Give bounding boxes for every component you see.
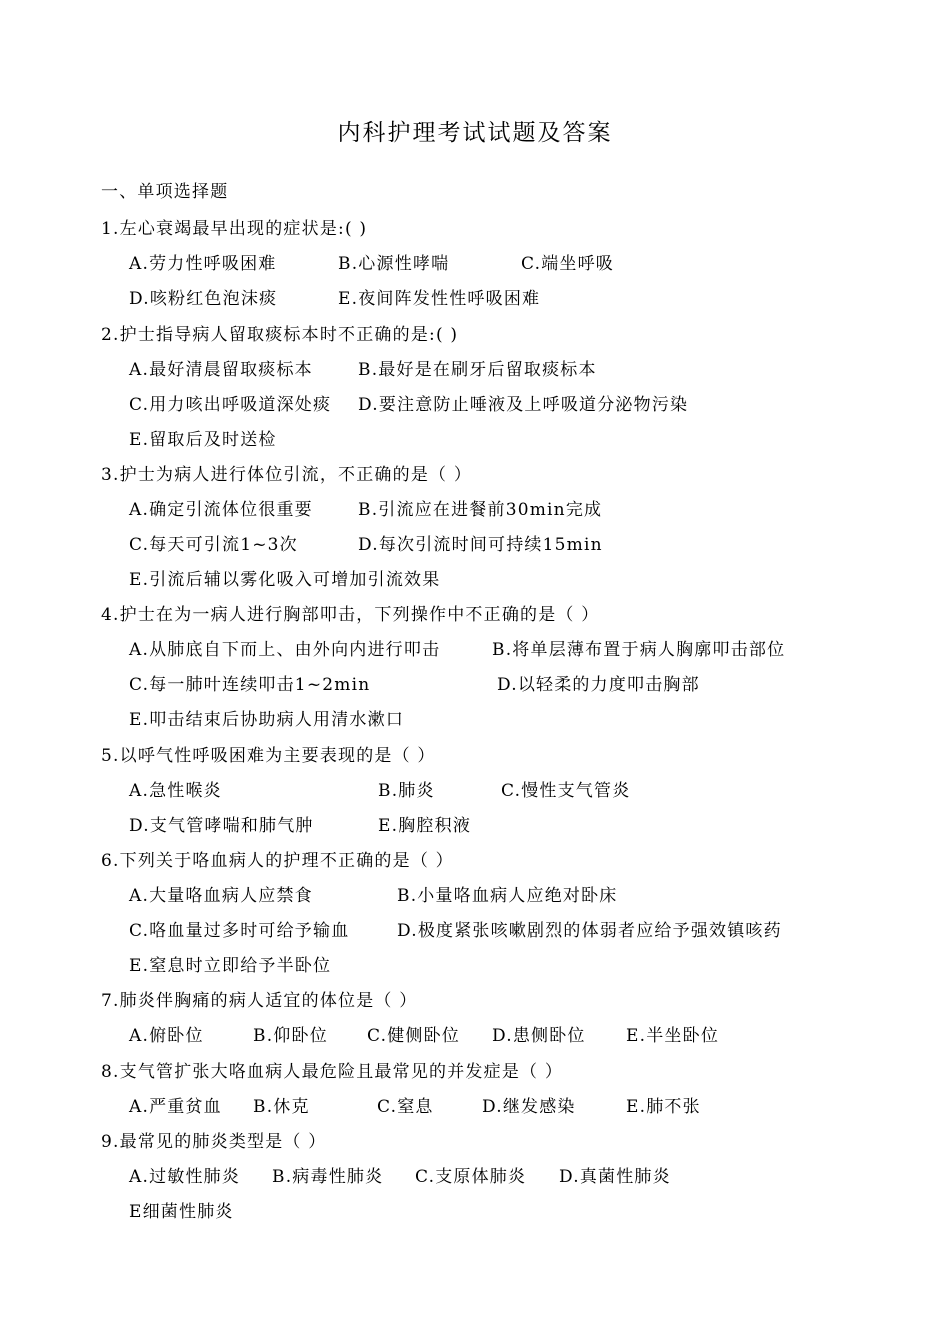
option: A.俯卧位 (129, 1026, 204, 1046)
option: D.支气管哮喘和肺气肿 (129, 816, 314, 836)
question-stem: 6.下列关于咯血病人的护理不正确的是（ ） (101, 851, 454, 871)
option: C.端坐呼吸 (521, 254, 615, 274)
option: E.留取后及时送检 (129, 430, 277, 450)
option: A.过敏性肺炎 (129, 1167, 241, 1187)
option: B.病毒性肺炎 (272, 1167, 384, 1187)
option: C.健侧卧位 (367, 1026, 461, 1046)
option: D.继发感染 (482, 1097, 576, 1117)
question-stem: 3.护士为病人进行体位引流，不正确的是（ ） (101, 465, 473, 485)
option: C.咯血量过多时可给予输血 (129, 921, 350, 941)
option: E.半坐卧位 (626, 1026, 720, 1046)
option: C.慢性支气管炎 (501, 781, 631, 801)
option: D.咳粉红色泡沫痰 (129, 289, 278, 309)
option: C.用力咳出呼吸道深处痰 (129, 395, 332, 415)
option: A.急性喉炎 (129, 781, 222, 801)
option: C.支原体肺炎 (415, 1167, 527, 1187)
option: E.胸腔积液 (378, 816, 472, 836)
section-heading: 一、单项选择题 (101, 182, 229, 202)
option: B.肺炎 (378, 781, 435, 801)
option: D.极度紧张咳嗽剧烈的体弱者应给予强效镇咳药 (397, 921, 782, 941)
option: A.确定引流体位很重要 (129, 500, 313, 520)
option: E.叩击结束后协助病人用清水漱口 (129, 710, 405, 730)
question-stem: 9.最常见的肺炎类型是（ ） (101, 1132, 327, 1152)
option: E细菌性肺炎 (129, 1202, 234, 1222)
option: A.从肺底自下而上、由外向内进行叩击 (129, 640, 441, 660)
option: B.休克 (253, 1097, 310, 1117)
question-stem: 8.支气管扩张大咯血病人最危险且最常见的并发症是（ ） (101, 1062, 564, 1082)
option: E.窒息时立即给予半卧位 (129, 956, 332, 976)
option: D.真菌性肺炎 (559, 1167, 671, 1187)
option: B.最好是在刷牙后留取痰标本 (358, 360, 597, 380)
option: B.仰卧位 (253, 1026, 328, 1046)
option: E.夜间阵发性性呼吸困难 (338, 289, 541, 309)
option: B.小量咯血病人应绝对卧床 (397, 886, 618, 906)
question-stem: 2.护士指导病人留取痰标本时不正确的是:( ) (101, 325, 459, 345)
option: A.劳力性呼吸困难 (129, 254, 277, 274)
question-stem: 7.肺炎伴胸痛的病人适宜的体位是（ ） (101, 991, 418, 1011)
option: D.要注意防止唾液及上呼吸道分泌物污染 (358, 395, 689, 415)
question-stem: 1.左心衰竭最早出现的症状是:( ) (101, 219, 368, 239)
option: D.患侧卧位 (492, 1026, 586, 1046)
option: C.每天可引流1~3次 (129, 535, 298, 555)
option: E.肺不张 (626, 1097, 701, 1117)
option: C.窒息 (377, 1097, 434, 1117)
option: B.引流应在进餐前30min完成 (358, 500, 603, 520)
page-title: 内科护理考试试题及答案 (337, 120, 613, 146)
option: B.将单层薄布置于病人胸廓叩击部位 (492, 640, 786, 660)
option: A.严重贫血 (129, 1097, 222, 1117)
option: A.大量咯血病人应禁食 (129, 886, 313, 906)
question-stem: 5.以呼气性呼吸困难为主要表现的是（ ） (101, 746, 436, 766)
question-stem: 4.护士在为一病人进行胸部叩击，下列操作中不正确的是（ ） (101, 605, 600, 625)
option: D.以轻柔的力度叩击胸部 (497, 675, 700, 695)
option: B.心源性哮喘 (338, 254, 450, 274)
option: D.每次引流时间可持续15min (358, 535, 603, 555)
option: A.最好清晨留取痰标本 (129, 360, 313, 380)
option: E.引流后辅以雾化吸入可增加引流效果 (129, 570, 441, 590)
option: C.每一肺叶连续叩击1~2min (129, 675, 371, 695)
